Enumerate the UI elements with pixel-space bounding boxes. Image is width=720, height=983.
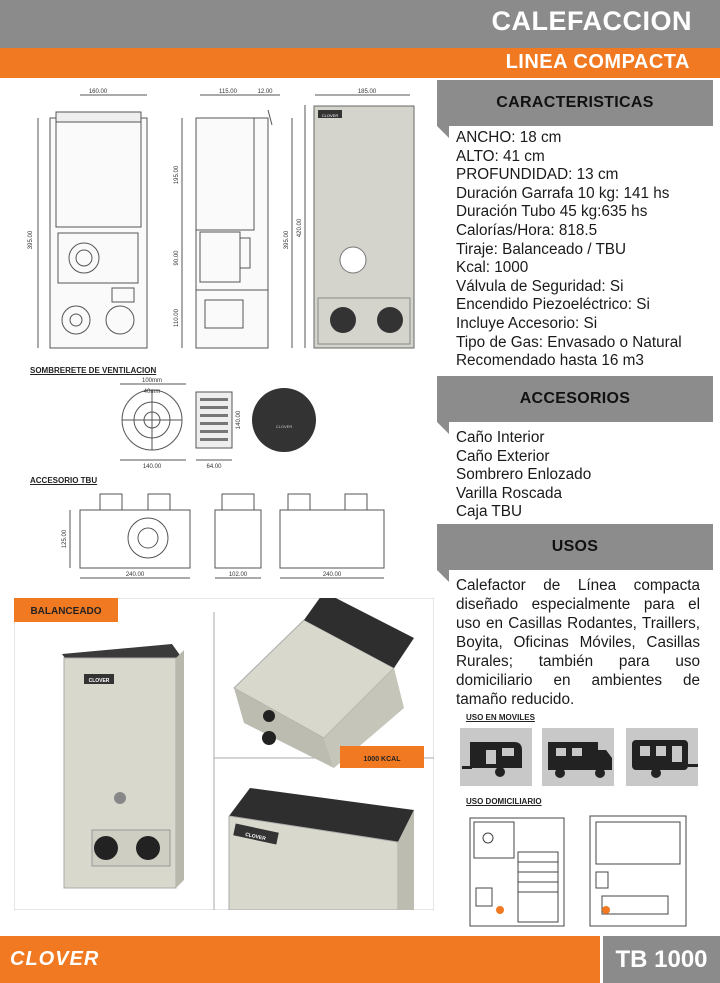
spec-item: PROFUNDIDAD: 13 cm (456, 166, 619, 184)
usos-heading: USOS (437, 524, 713, 570)
product-photos (14, 598, 434, 910)
specs-list (456, 129, 682, 371)
accesorio-label: ACCESORIO TBU (30, 476, 98, 485)
dim-height-420: 420.00 (297, 218, 303, 238)
spec-item: Encendido Piezoeléctrico: Si (456, 296, 650, 314)
spec-item: Tiraje: Balanceado / TBU (456, 240, 627, 258)
vehicle-icons (460, 728, 700, 786)
heading-tab (437, 570, 449, 582)
cap-brand: CLOVER (275, 424, 293, 429)
accesorio-item: Caja TBU (456, 503, 523, 521)
spec-item: ANCHO: 18 cm (456, 129, 562, 146)
dim-64: 64.00 (206, 464, 222, 470)
dim-height-395: 395.00 (28, 230, 34, 250)
spec-item: Calorías/Hora: 818.5 (456, 221, 598, 239)
accesorio-item: Sombrero Enlozado (456, 466, 592, 484)
spec-item: Duración Garrafa 10 kg: 141 hs (456, 184, 670, 202)
spec-item: Válvula de Seguridad: Si (456, 277, 624, 295)
dim-125: 125.00 (62, 529, 68, 549)
dim-102: 102.00 (228, 572, 248, 578)
dim-height-195: 195.00 (174, 165, 180, 185)
dim-140v: 140.00 (236, 410, 242, 430)
uso-domiciliario-label: USO DOMICILIARIO (466, 797, 542, 806)
uso-moviles-label: USO EN MOVILES (466, 713, 535, 722)
spec-item: Duración Tubo 45 kg:635 hs (456, 203, 648, 221)
sombrerete-label: SOMBRERETE DE VENTILACION (30, 366, 157, 375)
dim-100mm: 100mm (141, 378, 163, 384)
accesorios-list (456, 429, 591, 522)
spec-item: Kcal: 1000 (456, 259, 529, 277)
dim-40mm: 40mm (143, 389, 161, 395)
usos-description: Calefactor de Línea compacta diseñado especialmente para el uso en Casillas Rodantes, Traillers, Boyita, Oficinas Móviles, Casillas Rurales; también para uso domiciliario en ambientes de tamaño reducido. (456, 577, 700, 708)
heading-tab (437, 422, 449, 434)
spec-item: Incluye Accesorio: Si (456, 314, 598, 332)
kcal-badge: 1000 KCAL (363, 756, 401, 763)
dim-height-395-side: 395.00 (284, 230, 290, 250)
page-title: CALEFACCION (491, 6, 692, 36)
dim-240b: 240.00 (322, 572, 342, 578)
spec-item: Tipo de Gas: Envasado o Natural (456, 333, 682, 351)
accesorio-item: Caño Exterior (456, 447, 550, 465)
unit-brand-1: CLOVER (88, 678, 110, 684)
page-subtitle: LINEA COMPACTA (505, 51, 690, 73)
dim-side-extra: 12.00 (257, 89, 273, 95)
technical-drawings (0, 78, 436, 598)
spec-item: ALTO: 41 cm (456, 147, 545, 165)
accesorio-item: Caño Interior (456, 429, 545, 446)
balanceado-badge: BALANCEADO (30, 606, 102, 617)
brand-logo: CLOVER (10, 948, 100, 970)
dim-140: 140.00 (142, 464, 162, 470)
accesorio-item: Varilla Roscada (456, 484, 562, 502)
dim-side-width: 115.00 (219, 89, 237, 95)
panel-brand: CLOVER (321, 113, 339, 118)
dim-front-width: 160.00 (88, 89, 108, 95)
dim-height-110: 110.00 (174, 309, 180, 327)
dim-height-90: 90.00 (174, 250, 180, 266)
dim-panel-width: 185.00 (357, 89, 377, 95)
caracteristicas-heading: CARACTERISTICAS (437, 80, 713, 126)
dim-240a: 240.00 (125, 572, 145, 578)
spec-item: Recomendado hasta 16 m3 (456, 352, 644, 370)
floor-plans (466, 812, 690, 930)
model-label: TB 1000 (600, 936, 720, 983)
accesorios-heading: ACCESORIOS (437, 376, 713, 422)
heading-tab (437, 126, 449, 138)
unit-brand-2: CLOVER (244, 831, 267, 843)
